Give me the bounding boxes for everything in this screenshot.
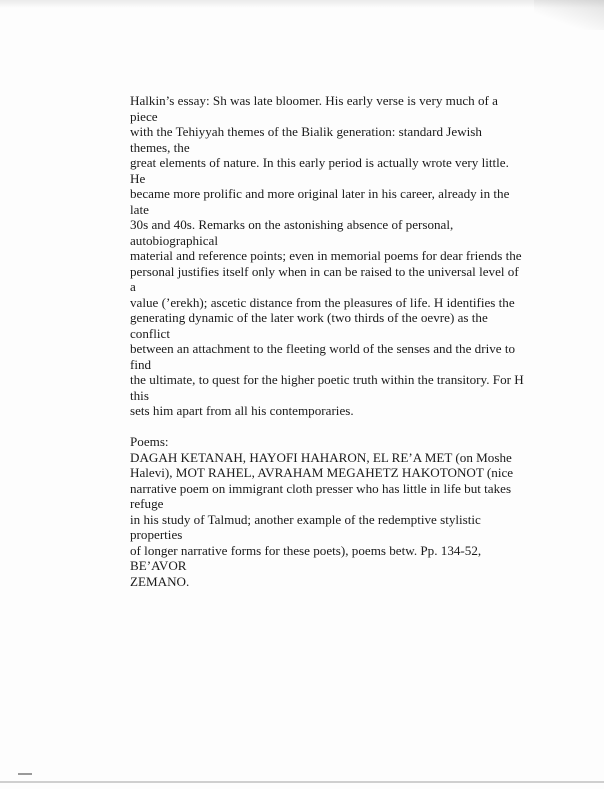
document-body [130,93,525,589]
poems-line: narrative poem on immigrant cloth presser who has little in life but takes refuge [130,480,512,511]
essay-line: with the Tehiyyah themes of the Bialik generation: standard Jewish themes, the [130,124,482,155]
poems-line: ZEMANO. [130,573,190,589]
essay-line: became more prolific and more original later in his career, already in the late [130,186,510,217]
poems-line: in his study of Talmud; another example of the redemptive stylistic properties [130,511,481,542]
essay-paragraph [130,93,525,419]
essay-line: between an attachment to the fleeting world of the senses and the drive to find [130,341,516,372]
scan-corner-smudge [534,0,604,30]
essay-line: value (’erekh); ascetic distance from the pleasures of life. H identifies the [130,294,515,310]
essay-line: material and reference points; even in memorial poems for dear friends the [130,248,522,263]
essay-line: great elements of nature. In this early period is actually wrote very little. He [130,155,509,186]
poems-heading: Poems: [130,434,169,449]
essay-line: the ultimate, to quest for the higher poetic truth within the transitory. For H this [130,372,524,403]
essay-line: Halkin’s essay: Sh was late bloomer. His early verse is very much of a piece [130,93,498,124]
essay-line: personal justifies itself only when in can be raised to the universal level of a [130,263,519,294]
scan-mark [18,773,32,775]
essay-line: generating dynamic of the later work (two thirds of the oevre) as the conflict [130,310,488,341]
paragraph-spacer [130,419,525,435]
poems-line: of longer narrative forms for these poets), poems betw. Pp. 134-52, BE’AVOR [130,542,482,573]
scan-bottom-edge [0,781,604,783]
essay-line: sets him apart from all his contemporaries. [130,403,354,418]
poems-line: Halevi), MOT RAHEL, AVRAHAM MEGAHETZ HAKOTONOT (nice [130,465,514,480]
scan-edge-shadow [0,0,604,8]
poems-line: DAGAH KETANAH, HAYOFI HAHARON, EL RE’A MET (on Moshe [130,449,512,465]
poems-section [130,434,525,589]
essay-line: 30s and 40s. Remarks on the astonishing absence of personal, autobiographical [130,217,454,248]
